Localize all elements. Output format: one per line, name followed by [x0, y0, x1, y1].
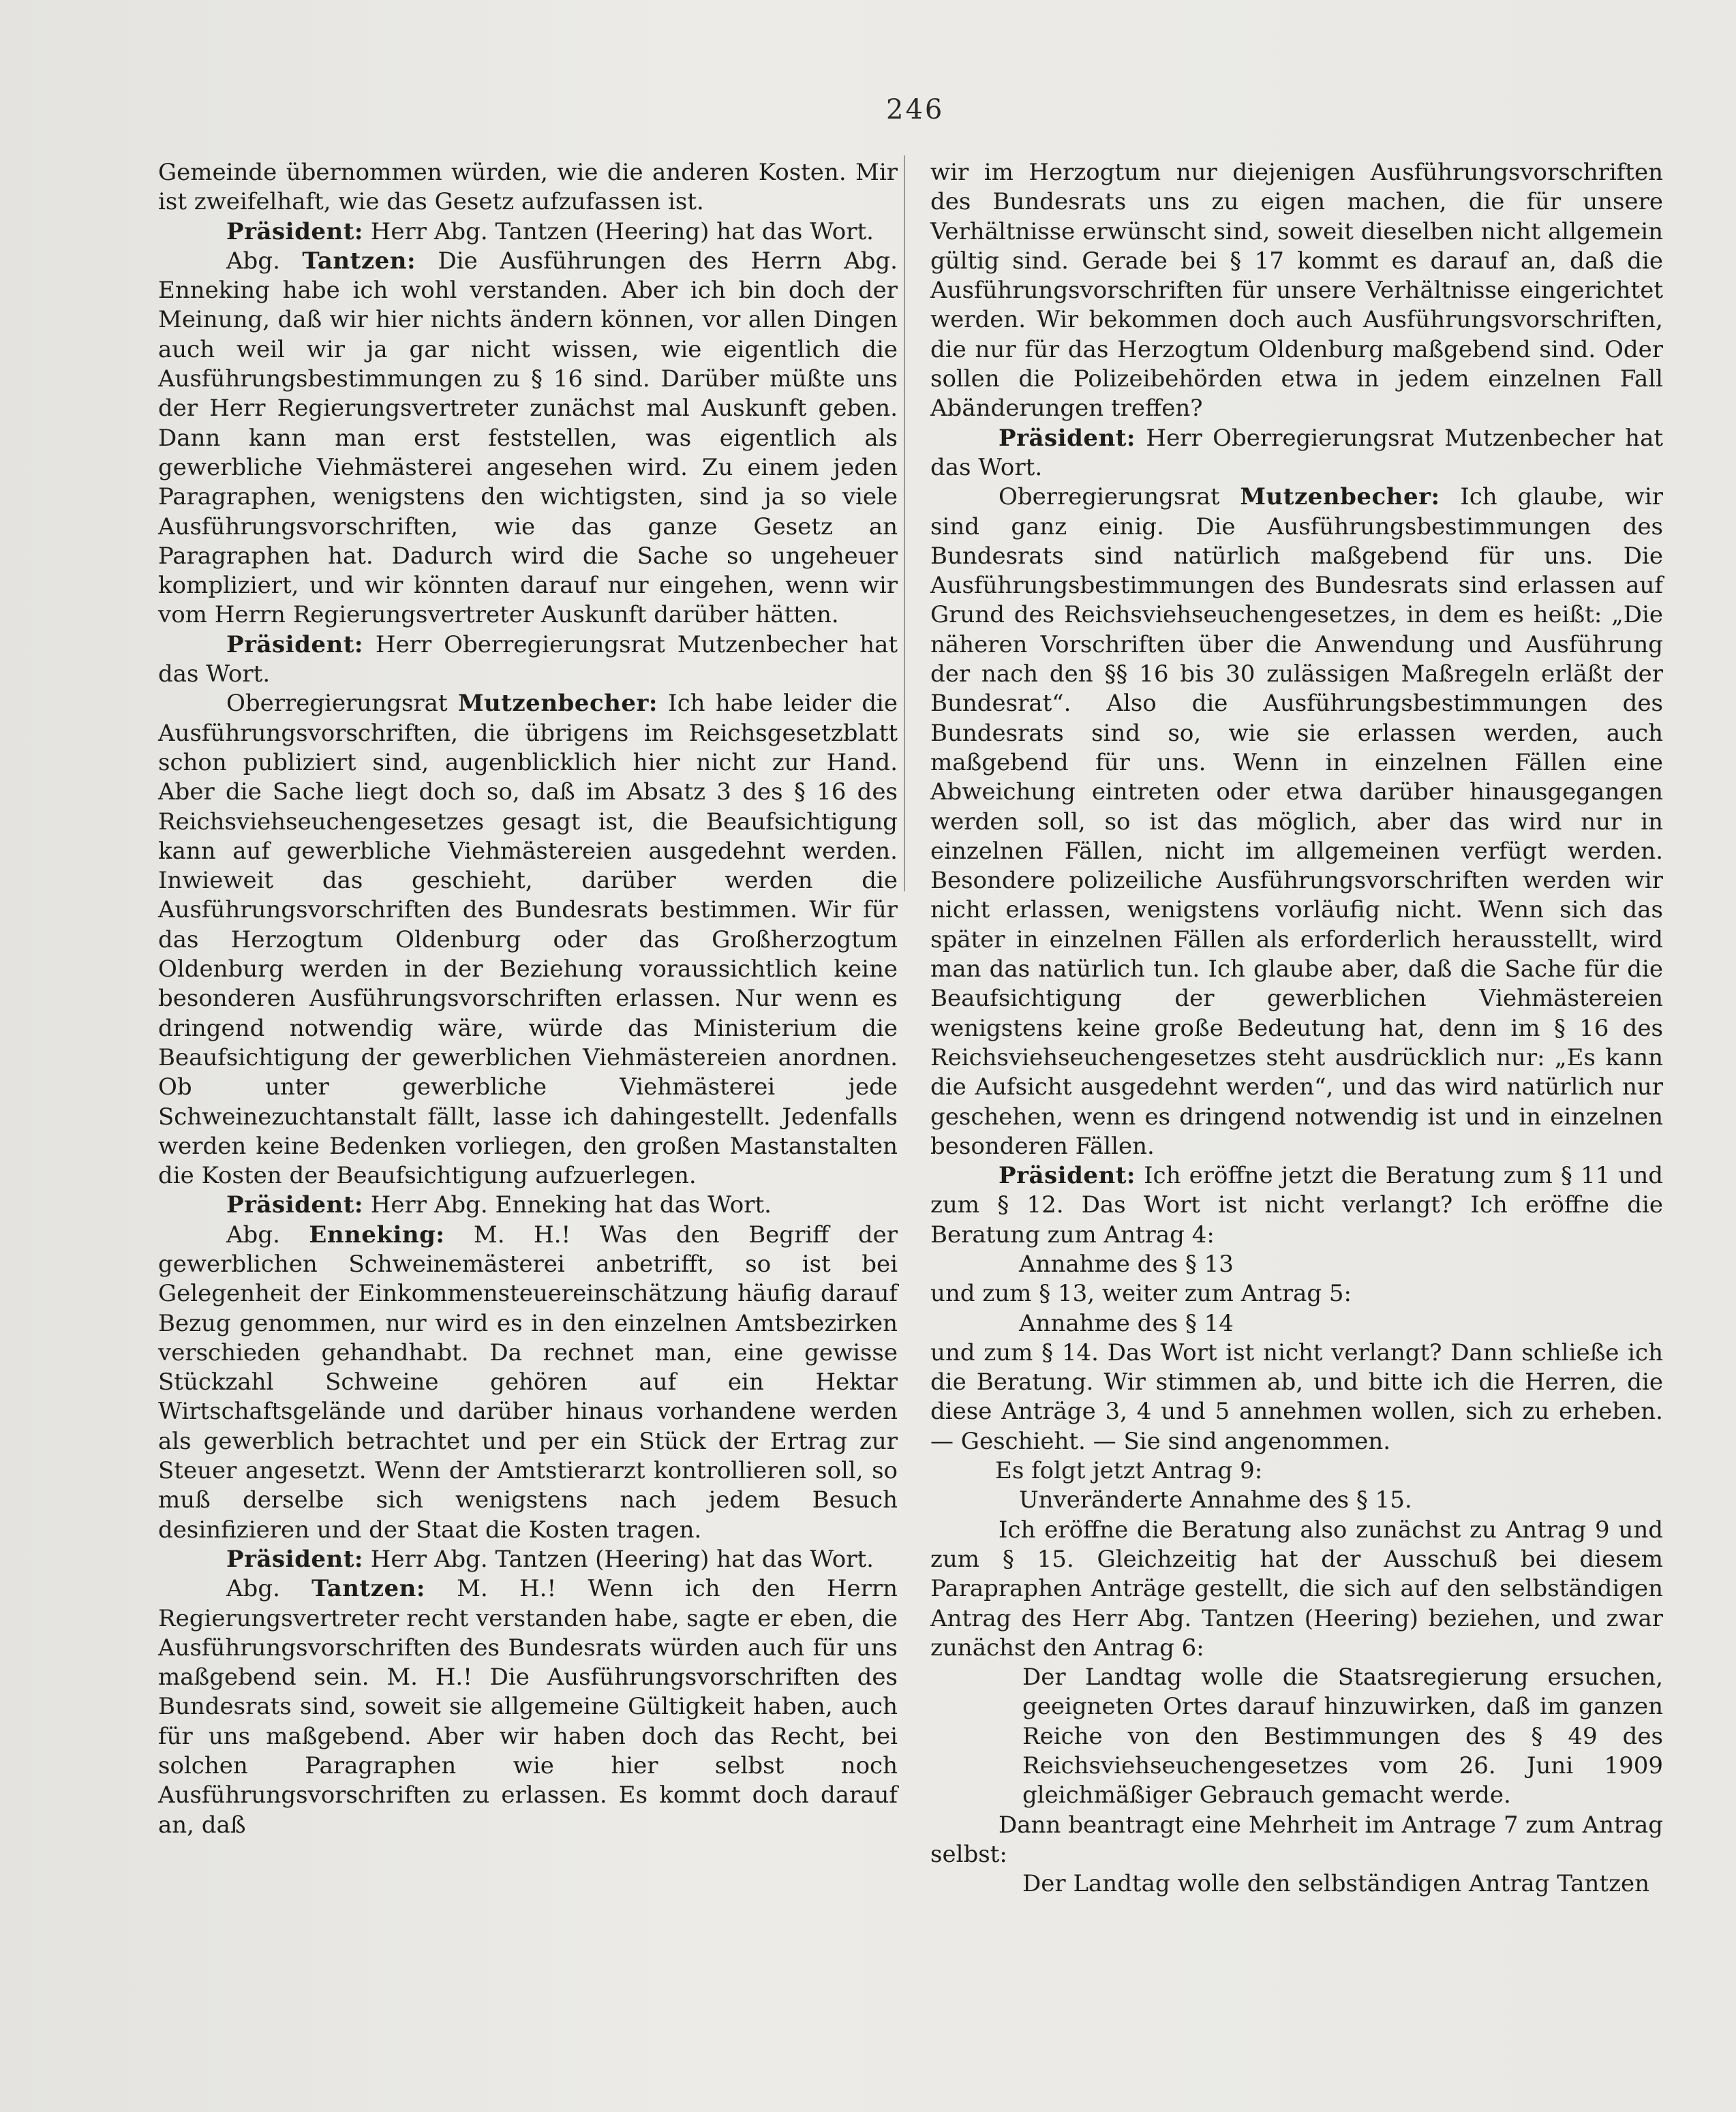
paragraph: Dann beantragt eine Mehrheit im Antrage 7 zum Antrag selbst:	[930, 1811, 1663, 1868]
paragraph	[158, 630, 898, 690]
speech-text: Herr Abg. Enneking hat das Wort.	[363, 1191, 772, 1219]
speech-text: Ich eröffne jetzt die Beratung zum § 11 und zum § 12. Das Wort ist nicht verlangt? Ich eröffne die Beratung zum Antrag 4:	[930, 1162, 1663, 1249]
speech-text: Die Ausführungen des Herrn Abg. Enneking habe ich wohl verstanden. Aber ich bin doch der Meinung, daß wir hier nichts ändern können, vor allen Dingen auch weil wir ja gar nicht wissen, wie eigentlich die Ausführungsbestimmungen zu § 16 sind. Darüber müßte uns der Herr Regierungsvertreter zunächst mal Auskunft geben. Dann kann man erst feststellen, was eigentlich als gewerbliche Viehmästerei angesehen wird. Zu einem jeden Paragraphen, wenigstens den wichtigsten, sind ja so viele Ausführungsvorschriften, wie das ganze Gesetz an Paragraphen hat. Dadurch wird die Sache so ungeheuer kompliziert, und wir könnten darauf nur eingehen, wenn wir vom Herrn Regierungsvertreter Auskunft darüber hätten.	[158, 247, 898, 629]
paragraph	[930, 483, 1663, 1161]
speaker-title: Oberregierungsrat	[999, 483, 1240, 511]
paragraph	[158, 1221, 898, 1545]
paragraph	[158, 1574, 898, 1840]
speaker-title: Abg.	[226, 247, 303, 275]
speaker-title: Oberregierungsrat	[226, 690, 458, 718]
paragraph: Gemeinde übernommen würden, wie die anderen Kosten. Mir ist zweifelhaft, wie das Gesetz aufzufassen ist.	[158, 159, 898, 216]
speech-text: Herr Abg. Tantzen (Heering) hat das Wort.	[363, 1545, 874, 1573]
speaker-name: Präsident:	[999, 424, 1136, 452]
speech-text: Herr Oberregierungsrat Mutzenbecher hat das Wort.	[158, 630, 898, 688]
paragraph: und zum § 13, weiter zum Antrag 5:	[930, 1280, 1352, 1308]
speaker-name: Präsident:	[226, 630, 363, 658]
speech-text: Ich habe leider die Ausführungsvorschriften, die übrigens im Reichsgesetzblatt schon publiziert sind, augenblicklich hier nicht zur Hand. Aber die Sache liegt doch so, daß im Absatz 3 des § 16 des Reichsviehseuchengesetzes gesagt ist, die Beaufsichtigung kann auf gewerbliche Viehmästereien ausgedehnt werden. Inwieweit das geschieht, darüber werden die Ausführungsvorschriften des Bundesrats bestimmen. Wir für das Herzogtum Oldenburg oder das Großherzogtum Oldenburg werden in der Beziehung voraussichtlich keine besonderen Ausführungsvorschriften erlassen. Nur wenn es dringend notwendig wäre, würde das Ministerium die Beaufsichtigung der gewerblichen Viehmästereien anordnen. Ob unter gewerbliche Viehmästerei jede Schweinezuchtanstalt fällt, lasse ich dahingestellt. Jedenfalls werden keine Bedenken vorliegen, den großen Mastanstalten die Kosten der Beaufsichtigung aufzuerlegen.	[158, 690, 898, 1190]
speaker-name: Mutzenbecher:	[457, 690, 658, 718]
speech-text: M. H.! Was den Begriff der gewerblichen Schweinemästerei anbetrifft, so ist bei Gelegenheit der Einkommensteuereinschätzung häufig darauf Bezug genommen, nur wird es in den einzelnen Amtsbezirken verschieden gehandhabt. Da rechnet man, eine gewisse Stückzahl Schweine gehören auf ein Hektar Wirtschaftsgelände und darüber hinaus vorhandene werden als gewerblich betrachtet und per ein Stück der Ertrag zur Steuer angesetzt. Wenn der Amtstierarzt kontrollieren soll, so muß derselbe sich wenigstens nach jedem Besuch desinfizieren und der Staat die Kosten tragen.	[158, 1221, 898, 1544]
paragraph	[930, 1161, 1663, 1250]
speech-text: Herr Abg. Tantzen (Heering) hat das Wort.	[363, 217, 874, 245]
speaker-name: Enneking:	[309, 1221, 445, 1249]
speech-text: Ich glaube, wir sind ganz einig. Die Ausführungsbestimmungen des Bundesrats sind natürlich maßgebend für uns. Die Ausführungsbestimmungen des Bundesrats sind erlassen auf Grund des Reichsviehseuchengesetzes, in dem es heißt: „Die näheren Vorschriften über die Anwendung und Ausführung der nach den §§ 16 bis 30 zulässigen Maßregeln erläßt der Bundesrat“. Also die Ausführungsbestimmungen des Bundesrats sind so, wie sie erlassen werden, auch maßgebend für uns. Wenn in einzelnen Fällen eine Abweichung eintreten oder etwa darüber hinausgegangen werden soll, so ist das möglich, aber das wird nur in einzelnen Fällen, nicht im allgemeinen verfügt werden. Besondere polizeiliche Ausführungsvorschriften werden wir nicht erlassen, wenigstens vorläufig nicht. Wenn sich das später in einzelnen Fällen als erforderlich herausstellt, wird man das natürlich tun. Ich glaube aber, daß die Sache für die Beaufsichtigung der gewerblichen Viehmästereien wenigstens keine große Bedeutung hat, denn im § 16 des Reichsviehseuchengesetzes steht ausdrücklich nur: „Es kann die Aufsicht ausgedehnt werden“, und das wird natürlich nur geschehen, wenn es dringend notwendig ist und in einzelnen besonderen Fällen.	[930, 483, 1663, 1160]
speaker-title: Abg.	[226, 1221, 309, 1249]
paragraph: und zum § 14. Das Wort ist nicht verlangt? Dann schließe ich die Beratung. Wir stimmen ab, und bitte ich die Herren, die diese Anträge 3, 4 und 5 annehmen wollen, sich zu erheben. — Geschieht. — Sie sind angenommen.	[930, 1338, 1663, 1455]
speaker-name: Präsident:	[226, 217, 363, 245]
paragraph	[158, 689, 898, 1191]
page-number: 246	[886, 94, 945, 125]
paragraph	[930, 424, 1663, 483]
paragraph	[158, 247, 898, 630]
motion-text: Der Landtag wolle den selbständigen Antrag Tantzen	[1022, 1870, 1650, 1898]
paragraph: wir im Herzogtum nur diejenigen Ausführungsvorschriften des Bundesrats uns zu eigen machen, die für unsere Verhältnisse erwünscht sind, soweit dieselben nicht allgemein gültig sind. Gerade bei § 17 kommt es darauf an, daß die Ausführungsvorschriften für unsere Verhältnisse eingerichtet werden. Wir bekommen doch auch Ausführungsvorschriften, die nur für das Herzogtum Oldenburg maßgebend sind. Oder sollen die Polizeibehörden etwa in jedem einzelnen Fall Abänderungen treffen?	[930, 159, 1663, 423]
left-column	[158, 158, 898, 1840]
paragraph	[158, 1191, 898, 1220]
paragraph	[158, 217, 898, 247]
paragraph: Es folgt jetzt Antrag 9:	[995, 1457, 1263, 1485]
speaker-title: Abg.	[226, 1575, 312, 1603]
speaker-name: Präsident:	[226, 1191, 363, 1219]
speaker-name: Mutzenbecher:	[1240, 483, 1440, 511]
motion-text: Der Landtag wolle die Staatsregierung ersuchen, geeigneten Ortes darauf hinzuwirken, daß im ganzen Reiche von den Bestimmungen des § 49 des Reichsviehseuchengesetzes vom 26. Juni 1909 gleichmäßiger Gebrauch gemacht werde.	[1022, 1664, 1663, 1809]
paragraph: Ich eröffne die Beratung also zunächst zu Antrag 9 und zum § 15. Gleichzeitig hat der Ausschuß bei diesem Parapraphen Anträge gestellt, die sich auf den selbständigen Antrag des Herr Abg. Tantzen (Heering) beziehen, und zwar zunächst den Antrag 6:	[930, 1516, 1663, 1662]
speaker-name: Präsident:	[226, 1545, 363, 1573]
paragraph	[158, 1545, 898, 1574]
speaker-name: Präsident:	[999, 1162, 1136, 1190]
speech-text: Herr Oberregierungsrat Mutzenbecher hat das Wort.	[930, 424, 1663, 481]
motion-text: Annahme des § 13	[1019, 1250, 1234, 1278]
motion-text: Annahme des § 14	[1019, 1309, 1234, 1337]
speaker-name: Tantzen:	[311, 1575, 425, 1603]
motion-text: Unveränderte Annahme des § 15.	[1019, 1486, 1412, 1514]
speaker-name: Tantzen:	[302, 247, 416, 275]
right-column	[930, 158, 1663, 1899]
speech-text: M. H.! Wenn ich den Herrn Regierungsvertreter recht verstanden habe, sagte er eben, die Ausführungsvorschriften des Bundesrats würden auch für uns maßgebend sein. M. H.! Die Ausführungsvorschriften des Bundesrats sind, soweit sie allgemeine Gültigkeit haben, auch für uns maßgebend. Aber wir haben doch das Recht, bei solchen Paragraphen wie hier selbst noch Ausführungsvorschriften zu erlassen. Es kommt doch darauf an, daß	[158, 1575, 898, 1839]
column-divider	[904, 155, 905, 891]
